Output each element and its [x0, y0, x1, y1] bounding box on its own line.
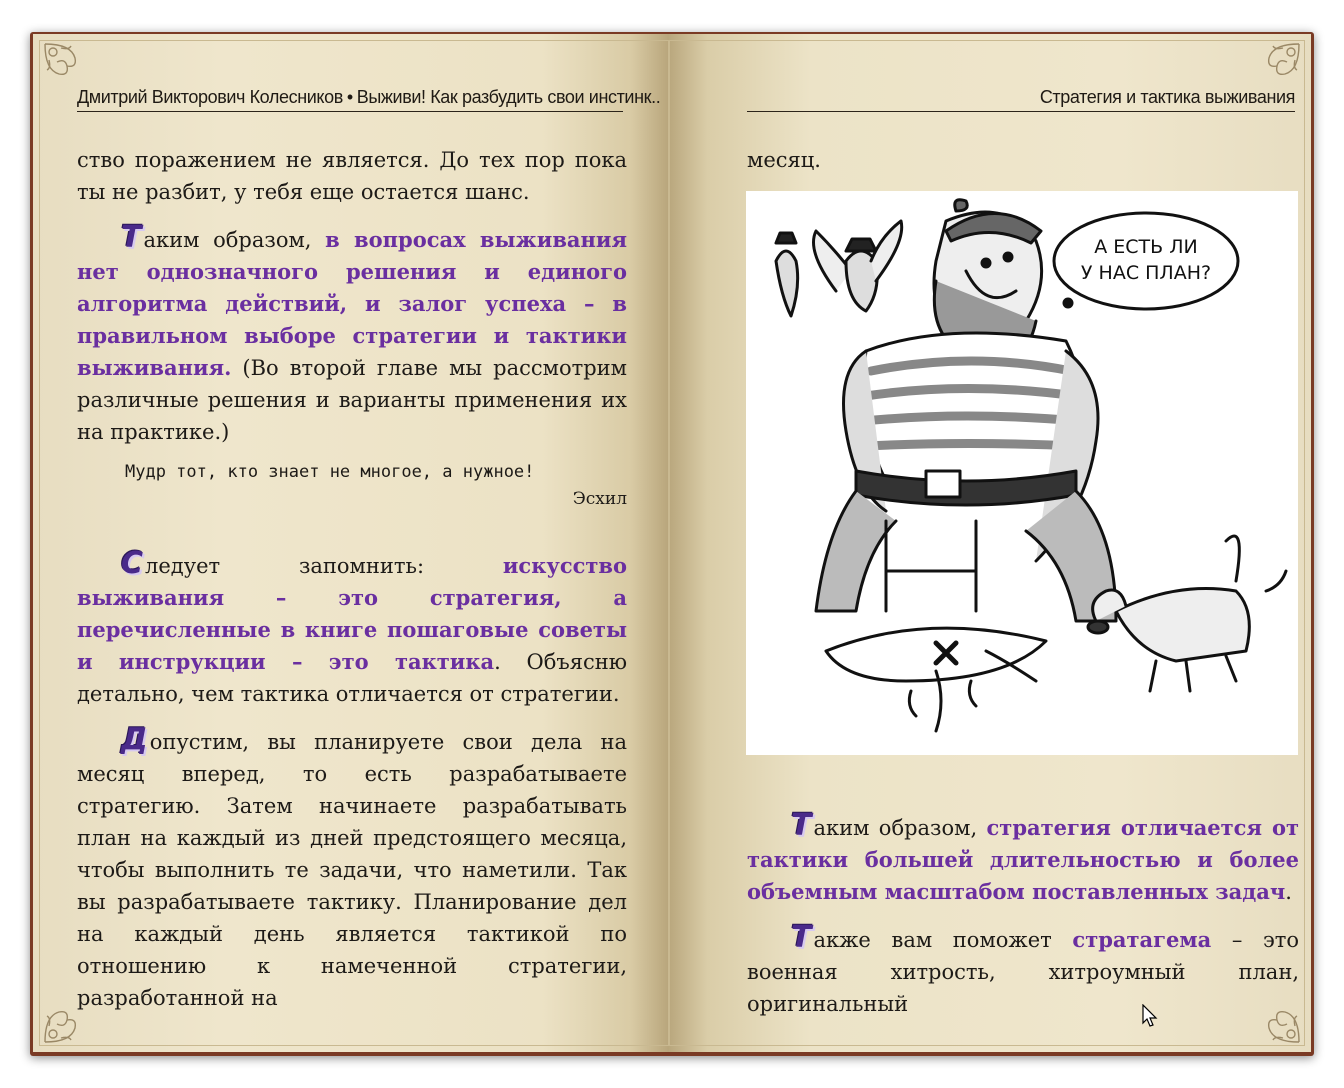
paragraph: [747, 810, 1299, 908]
left-page-text: [77, 144, 627, 1028]
running-head-title: Выживи! Как разбудить свои инстинк..: [356, 87, 661, 107]
left-page[interactable]: [33, 34, 669, 1052]
paragraph: месяц.: [747, 148, 821, 172]
text-run: . Объясню детально, чем тактика отличается от стратегии.: [77, 650, 627, 706]
highlighted-text: стратагема: [1072, 927, 1212, 952]
text-run: .: [1285, 880, 1292, 904]
right-page-top-text: [747, 144, 1299, 190]
highlighted-text: в вопросах выживания нет однозначного решения и единого алгоритма действий, и залог успеха – в правильном выборе стратегии и тактики выживания.: [77, 227, 627, 380]
paragraph: [77, 222, 627, 448]
epigraph-author: Эсхил: [572, 489, 627, 509]
text-run: аким образом,: [813, 816, 987, 840]
text-run: ледует запомнить:: [145, 554, 503, 578]
running-head-separator: •: [346, 87, 353, 107]
paragraph: [77, 724, 627, 1014]
running-head: [77, 83, 661, 112]
paragraph: ство поражением не является. До тех пор пока ты не разбит, у тебя еще остается шанс.: [77, 148, 627, 204]
epigraph-quote: Мудр тот, кто знает не многое, а нужное!: [125, 462, 535, 482]
running-head-author: Дмитрий Викторович Колесников: [77, 87, 343, 107]
drop-cap: Т: [791, 808, 814, 843]
drop-cap: С: [121, 546, 146, 581]
highlighted-text: стратегия отличается от тактики большей длительностью и более объемным масштабом поставленных задач: [747, 815, 1299, 904]
book: [30, 32, 1314, 1056]
pirate-illustration: [746, 191, 1298, 755]
text-run: – это военная хитрость, хитроумный план, оригинальный: [747, 928, 1300, 1016]
drop-cap: Т: [121, 220, 144, 255]
drop-cap: Т: [791, 920, 814, 955]
highlighted-text: искусство выживания – это стратегия, а перечисленные в книге пошаговые советы и инструкции – это тактика: [77, 553, 627, 674]
text-run: опустим, вы планируете свои дела на месяц вперед, то есть разрабатываете стратегию. Затем начинаете разрабатывать план на каждый из дней предстоящего месяца, чтобы выполнить те задачи, что наметили. Так вы разрабатываете тактику. Планирование дел на каждый день является тактикой по отношению к намеченной стратегии, разработанной на: [77, 730, 627, 1010]
speech-bubble-line-2: У НАС ПЛАН?: [1080, 262, 1212, 284]
running-head: Стратегия и тактика выживания: [747, 83, 1295, 112]
mouse-cursor-icon: [1142, 1004, 1158, 1028]
text-run: (Во второй главе мы рассмотрим различные решения и варианты применения их на практике.): [77, 356, 627, 444]
text-run: акже вам поможет: [813, 928, 1073, 952]
speech-bubble-line-1: А ЕСТЬ ЛИ: [1094, 236, 1198, 258]
paragraph: [747, 922, 1299, 1020]
text-run: аким образом,: [143, 228, 326, 252]
right-page[interactable]: [669, 34, 1311, 1052]
right-page-bottom-text: [747, 810, 1299, 1034]
paragraph: [77, 548, 627, 710]
drop-cap: Д: [121, 722, 150, 757]
